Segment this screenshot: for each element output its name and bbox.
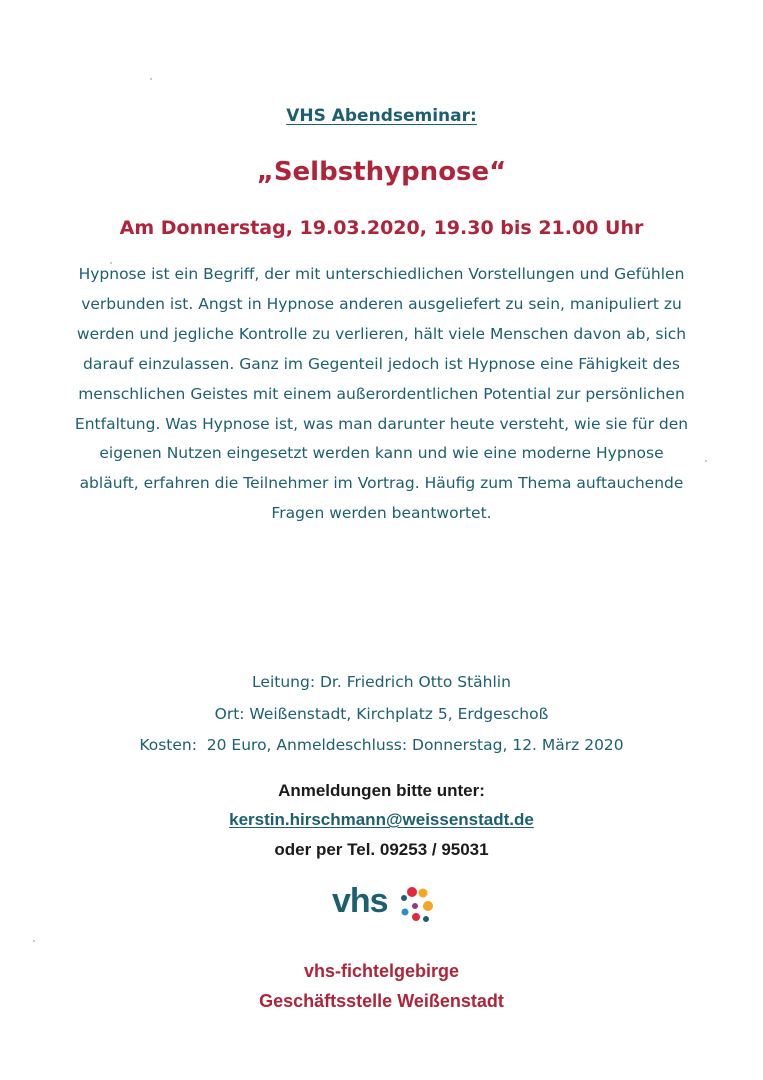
logo-dot-teal-small (423, 916, 429, 922)
vhs-logo-dots-icon (392, 884, 440, 928)
kosten-line: Kosten: 20 Euro, Anmeldeschluss: Donnerstag, 12. März 2020 (139, 736, 624, 754)
logo-dot-teal (401, 895, 407, 901)
seminar-title: „Selbsthypnose“ (256, 157, 507, 187)
scan-speck (110, 262, 112, 264)
vhs-logo (320, 880, 450, 935)
registration-email-link[interactable]: kerstin.hirschmann@weissenstadt.de (229, 810, 534, 829)
registration-phone: oder per Tel. 09253 / 95031 (274, 840, 489, 859)
scan-speck (33, 940, 35, 942)
scan-speck (705, 460, 707, 462)
logo-dot-orange (423, 901, 433, 911)
vhs-logo-text: vhs (332, 882, 388, 920)
organization-name: vhs-fichtelgebirge (303, 961, 460, 981)
scan-speck (150, 78, 152, 80)
logo-dot-red-small (412, 913, 420, 921)
logo-dot-yellow (419, 889, 428, 898)
logo-dot-red (407, 887, 417, 897)
seminar-subtitle: VHS Abendseminar: (286, 106, 477, 126)
ort-line: Ort: Weißenstadt, Kirchplatz 5, Erdgeschoß (214, 705, 549, 723)
logo-dot-blue (402, 909, 409, 916)
leitung-line: Leitung: Dr. Friedrich Otto Stählin (252, 673, 511, 691)
organization-office: Geschäftsstelle Weißenstadt (259, 991, 504, 1011)
seminar-date: Am Donnerstag, 19.03.2020, 19.30 bis 21.00 Uhr (119, 217, 644, 239)
registration-heading: Anmeldungen bitte unter: (278, 781, 485, 800)
logo-dot-purple (412, 903, 418, 909)
seminar-description: Hypnose ist ein Begriff, der mit unterschiedlichen Vorstellungen und Gefühlen verbunden ist. Angst in Hypnose anderen ausgeliefert zu sein, manipuliert zu werden und jegliche Kontrolle zu verlieren, hält viele Menschen davon ab, sich darauf einzulassen. Ganz im Gegenteil jedoch ist Hypnose eine Fähigkeit des menschlichen Geistes mit einem außerordentlichen Potential zur persönlichen Entfaltung. Was Hypnose ist, was man darunter heute versteht, wie sie für den eigenen Nutzen eingesetzt werden kann und wie eine moderne Hypnose abläuft, erfahren die Teilnehmer im Vortrag. Häufig zum Thema auftauchende Fragen werden beantwortet. (74, 265, 689, 523)
